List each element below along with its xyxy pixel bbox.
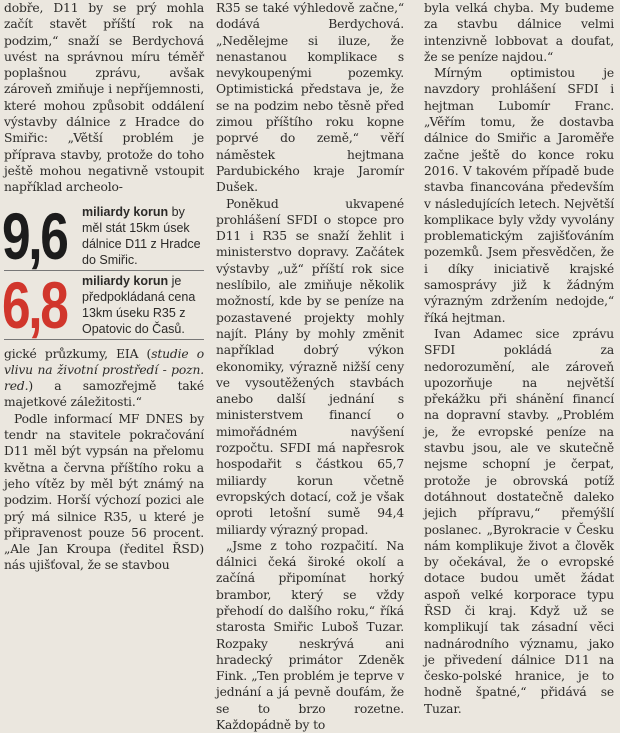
paragraph: Ivan Adamec sice zprávu SFDI pokládá za nedorozumění, ale zároveň upozorňuje na největší překážku při shánění financí na dopravní stavby. „Problém je, že evropské peníze na stavbu jsou, ale ve skutečně nejsme schopní je čerpat, protože je obrovská potíž dotáhnout dostatečně daleko jejich přípravu,“ přemýšlí poslanec. „Byrokracie v Česku nám komplikuje život a člověk by očekával, že o evropské dotace budou umět žádat aspoň velké korporace typu ŘSD či kraj. Když už se komplikují tak zásadní věci nadnárodního významu, jako je přivedení dálnice D11 na česko-polské hranice, je to hodně špatné,“ přidává se Tuzar. [424, 326, 614, 716]
paragraph-text: gické průzkumy, EIA ( [4, 346, 152, 361]
column-3 [424, 0, 614, 716]
stat-unit: miliardy korun [82, 204, 169, 219]
column-2 [216, 0, 404, 733]
paragraph: Poněkud ukvapené prohlášení SFDI o stopce pro D11 i R35 se snaží žehlit i ministerstvo dopravy. Začátek výstavby „už“ příští rok sice neslíbilo, ale zmiňuje několik možností, kde by se peníze na pozastavené projekty mohly najít. Plány by mohly změnit například dobrý výkon ekonomiky, výrazně nižší ceny ve vysoutěžených stavbách anebo další jednání s ministerstvem financí o mimořádném navýšení rozpočtu. SFDI má napřesrok hospodařit s částkou 65,7 miliardy korun včetně evropských dotací, což je však oproti letošní sumě 94,4 miliardy výrazný propad. [216, 196, 404, 537]
stat-description [82, 204, 202, 268]
stat-cost-d11 [2, 198, 204, 273]
stat-text: by měl stát 15km úsek dálnice D11 z Hradce do Smiřic. [82, 204, 201, 267]
stat-value: 6,8 [2, 267, 67, 342]
paragraph: „Jsme z toho rozpačití. Na dálnici čeká široké okolí a začíná připomínat horký brambor, který se vždy přehodí do dalšího roku,“ říká starosta Smiřic Luboš Tuzar. Rozpaky neskrývá ani hradecký primátor Zdeněk Fink. „Ten problém je teprve v jednání a já pevně doufám, že se to brzo rozetne. Každopádně by to [216, 538, 404, 733]
stat-unit: miliardy korun [82, 273, 169, 288]
stat-cost-r35 [2, 267, 204, 342]
stat-description [82, 273, 202, 337]
paragraph: Podle informací MF DNES by tendr na stavitele pokračování D11 měl být vypsán na přelomu května a června příštího roku a jeho vítěz by měl být známý na podzim. Horší výchozí pozici ale prý má silnice R35, u které je připravenost pouze 56 procent. „Ale Jan Kroupa (ředitel ŘSD) nás ujišťoval, že se stavbou [4, 411, 204, 573]
editor-note: studie o vlivu na životní prostředí - pozn. red. [4, 346, 204, 394]
paragraph-text: ) a samozřejmě také majetkové záležitosti.“ [4, 379, 204, 410]
stats-box [2, 198, 204, 342]
paragraph: dobře, D11 by se prý mohla začít stavět příští rok na podzim,“ snaží se Berdychová uvést na správnou míru téměř poplašnou zprávu, avšak zároveň zmiňuje i nepříjemnosti, které mohou způsobit oddálení výstavby dálnice z Hradce do Smiřic: „Větší problém je příprava stavby, protože do toho ještě mohou negativně vstoupit například archeolo- [4, 1, 204, 195]
paragraph: Mírným optimistou je navzdory prohlášení SFDI i hejtman Lubomír Franc. „Věřím tomu, že dostavba dálnice do Smiřic a Jaroměře začne ještě do konce roku 2016. V takovém případě bude stavba financována především v následujících letech. Největší komplikace byly vždy vyvolány problematickým zajišťováním pozemků. Jsem přesvědčen, že i díky iniciativě krajské samosprávy již k žádným výrazným zdržením nedojde,“ říká hejtman. [424, 66, 614, 325]
paragraph: byla velká chyba. My budeme za stavbu dálnice velmi intenzivně lobbovat a doufat, že se peníze najdou.“ [424, 1, 614, 64]
column-1 [2, 0, 204, 573]
paragraph: R35 se také výhledově začne,“ dodává Berdychová. „Nedělejme si iluze, že nenastanou komplikace s nevykoupenými pozemky. Optimistická představa je, že se na podzim nebo těsně před zimou příštího roku kopne poprvé do země,“ věří náměstek hejtmana Pardubického kraje Jaromír Dušek. [216, 1, 404, 195]
stat-text: je předpokládaná cena 13km úseku R35 z Opatovic do Časů. [82, 273, 196, 336]
paragraph [4, 346, 204, 411]
stat-value: 9,6 [2, 198, 67, 273]
